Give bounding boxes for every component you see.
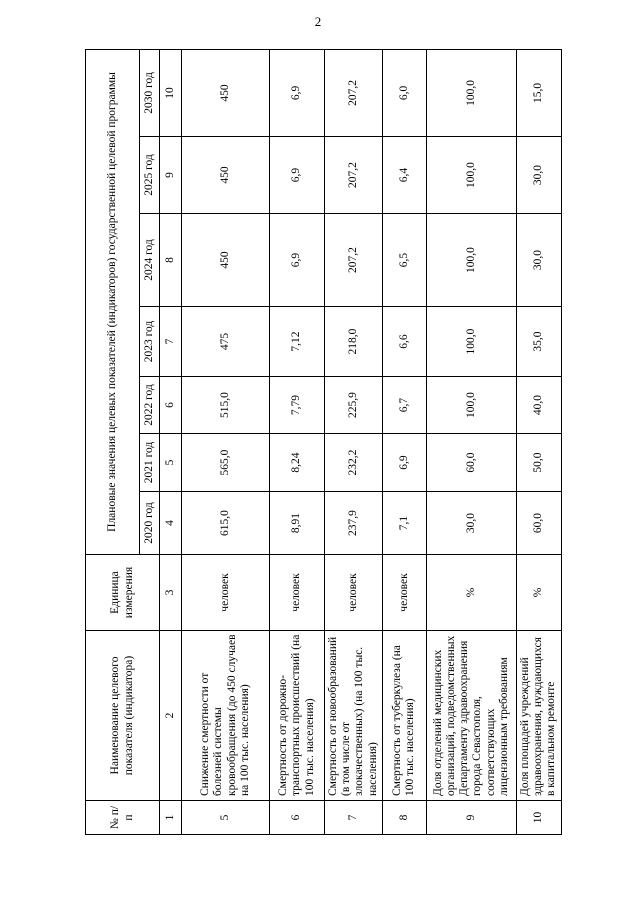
table-row: [325, 49, 383, 834]
indicator-unit: человек: [182, 555, 270, 631]
table-row: [382, 49, 426, 834]
value-cell: 30,0: [516, 214, 561, 307]
value-cell: 35,0: [516, 307, 561, 377]
table-row: [516, 49, 561, 834]
header-year: 2023 год: [140, 307, 160, 377]
row-number: 6: [270, 801, 325, 835]
value-cell: 30,0: [516, 137, 561, 214]
value-cell: 615,0: [182, 492, 270, 555]
row-number: 9: [426, 801, 516, 835]
value-cell: 15,0: [516, 49, 561, 136]
col-number: 6: [160, 377, 182, 434]
header-planned-values: Плановые значения целевых показателей (индикаторов) государственной целевой программы: [86, 49, 140, 554]
indicator-name: Смертность от новообразований (в том числе от злокачественных) (на 100 тыс. населения): [325, 631, 383, 801]
indicator-unit: %: [516, 555, 561, 631]
col-number: 7: [160, 307, 182, 377]
value-cell: 100,0: [426, 214, 516, 307]
value-cell: 6,5: [382, 214, 426, 307]
header-name: Наименование целевого показателя (индикатора): [86, 631, 160, 801]
indicator-name: Снижение смертности от болезней системы кровообращения (до 450 случаев на 100 тыс. населения): [182, 631, 270, 801]
col-number: 9: [160, 137, 182, 214]
header-year: 2025 год: [140, 137, 160, 214]
header-num: № п/п: [86, 801, 160, 835]
table-row: [270, 49, 325, 834]
header-year: 2020 год: [140, 492, 160, 555]
value-cell: 232,2: [325, 434, 383, 492]
indicator-unit: человек: [382, 555, 426, 631]
value-cell: 6,0: [382, 49, 426, 136]
value-cell: 100,0: [426, 137, 516, 214]
col-number: 8: [160, 214, 182, 307]
value-cell: 6,9: [270, 214, 325, 307]
value-cell: 8,24: [270, 434, 325, 492]
col-number: 2: [160, 631, 182, 801]
value-cell: 225,9: [325, 377, 383, 434]
indicator-name: Смертность от дорожно-транспортных происшествий (на 100 тыс. населения): [270, 631, 325, 801]
header-year: 2021 год: [140, 434, 160, 492]
value-cell: 450: [182, 137, 270, 214]
value-cell: 207,2: [325, 49, 383, 136]
row-number: 10: [516, 801, 561, 835]
value-cell: 207,2: [325, 137, 383, 214]
page-number: 2: [314, 14, 322, 29]
value-cell: 60,0: [516, 492, 561, 555]
value-cell: 515,0: [182, 377, 270, 434]
value-cell: 565,0: [182, 434, 270, 492]
col-number: 10: [160, 49, 182, 136]
indicator-unit: человек: [270, 555, 325, 631]
value-cell: 7,1: [382, 492, 426, 555]
col-number: 3: [160, 555, 182, 631]
value-cell: 6,7: [382, 377, 426, 434]
indicator-unit: человек: [325, 555, 383, 631]
indicator-name: Доля отделений медицинских организаций, подведомственных Департаменту здравоохранения города Севастополя, соответствующих лицензионным требованиям: [426, 631, 516, 801]
value-cell: 6,9: [270, 137, 325, 214]
header-unit: Единица измерения: [86, 555, 160, 631]
indicator-name: Доля площадей учреждений здравоохранения, нуждающихся в капитальном ремонте: [516, 631, 561, 801]
value-cell: 6,9: [270, 49, 325, 136]
header-year: 2030 год: [140, 49, 160, 136]
value-cell: 450: [182, 214, 270, 307]
value-cell: 475: [182, 307, 270, 377]
value-cell: 237,9: [325, 492, 383, 555]
row-number: 8: [382, 801, 426, 835]
indicators-table: [85, 49, 562, 835]
indicator-unit: %: [426, 555, 516, 631]
value-cell: 30,0: [426, 492, 516, 555]
header-year: 2024 год: [140, 214, 160, 307]
value-cell: 218,0: [325, 307, 383, 377]
value-cell: 207,2: [325, 214, 383, 307]
value-cell: 7,79: [270, 377, 325, 434]
table-row: [426, 49, 516, 834]
indicator-name: Смертность от туберкулеза (на 100 тыс. населения): [382, 631, 426, 801]
header-year: 2022 год: [140, 377, 160, 434]
value-cell: 40,0: [516, 377, 561, 434]
row-number: 5: [182, 801, 270, 835]
value-cell: 8,91: [270, 492, 325, 555]
rotated-table-container: [85, 50, 558, 835]
value-cell: 100,0: [426, 307, 516, 377]
row-number: 7: [325, 801, 383, 835]
value-cell: 450: [182, 49, 270, 136]
value-cell: 6,9: [382, 434, 426, 492]
col-number: 5: [160, 434, 182, 492]
value-cell: 6,4: [382, 137, 426, 214]
value-cell: 100,0: [426, 377, 516, 434]
value-cell: 100,0: [426, 49, 516, 136]
value-cell: 7,12: [270, 307, 325, 377]
col-number: 1: [160, 801, 182, 835]
value-cell: 6,6: [382, 307, 426, 377]
value-cell: 50,0: [516, 434, 561, 492]
col-number: 4: [160, 492, 182, 555]
table-row: [182, 49, 270, 834]
value-cell: 60,0: [426, 434, 516, 492]
